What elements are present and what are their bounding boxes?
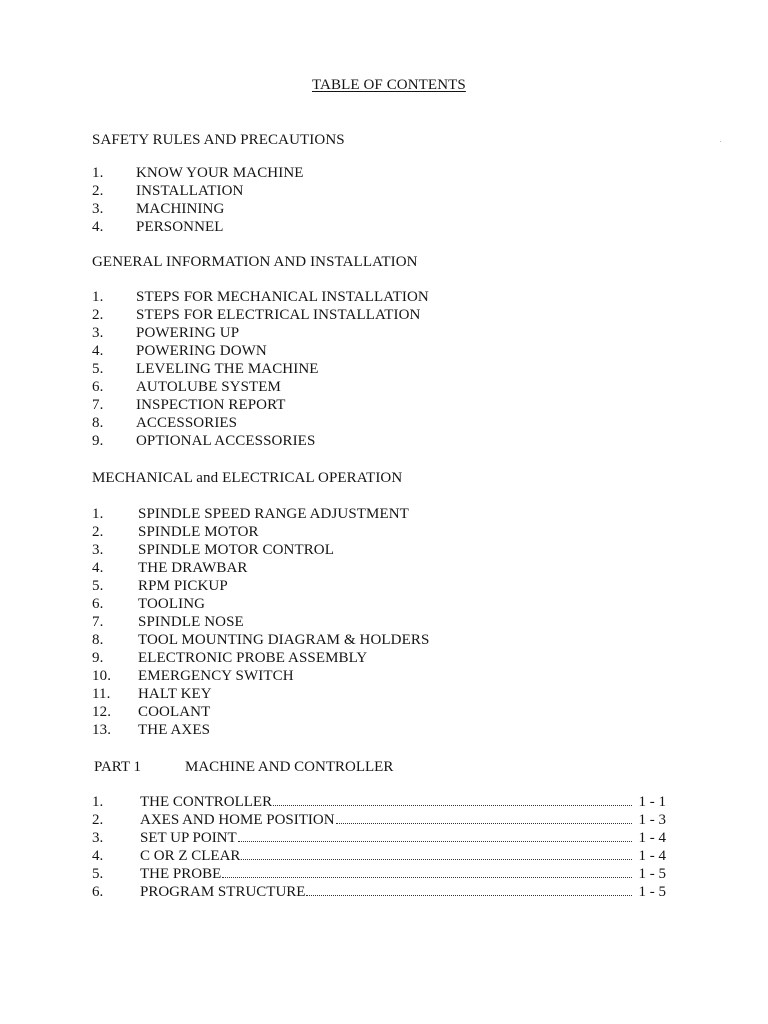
dot-leader (238, 829, 632, 842)
section-heading-part1 (94, 758, 393, 776)
list-item (92, 559, 429, 577)
item-label: KNOW YOUR MACHINE (136, 165, 304, 181)
item-label: SET UP POINT (140, 830, 237, 846)
item-number: 12. (92, 704, 112, 720)
item-label: PROGRAM STRUCTURE (140, 884, 306, 900)
list-item (92, 577, 429, 595)
item-label: PERSONNEL (136, 219, 224, 235)
dot-leader (336, 811, 632, 824)
mechanical-list (92, 505, 429, 739)
item-label: COOLANT (138, 704, 211, 720)
item-number: 3. (92, 325, 104, 341)
item-label: ACCESSORIES (136, 415, 238, 431)
item-number: 8. (92, 632, 104, 648)
item-number: 5. (92, 361, 104, 377)
item-number: 10. (92, 668, 112, 684)
item-label: STEPS FOR ELECTRICAL INSTALLATION (136, 307, 421, 323)
section-heading-mechanical: MECHANICAL and ELECTRICAL OPERATION (92, 470, 403, 486)
list-item (92, 649, 429, 667)
item-label: MACHINING (136, 201, 225, 217)
item-label: INSPECTION REPORT (136, 397, 286, 413)
item-number: 4. (92, 343, 104, 359)
item-number: 3. (92, 830, 104, 846)
list-item (92, 164, 304, 182)
item-number: 3. (92, 542, 104, 558)
item-number: 8. (92, 415, 104, 431)
item-label: LEVELING THE MACHINE (136, 361, 319, 377)
list-item (92, 378, 429, 396)
item-label: SPINDLE MOTOR CONTROL (138, 542, 335, 558)
item-label: SPINDLE MOTOR (138, 524, 259, 540)
page-number: 1 - 4 (638, 830, 666, 846)
list-item (92, 218, 304, 236)
item-number: 3. (92, 201, 104, 217)
item-label: THE CONTROLLER (140, 794, 273, 810)
list-item (92, 200, 304, 218)
list-item (92, 288, 429, 306)
item-label: AXES AND HOME POSITION (140, 812, 335, 828)
item-label: TOOL MOUNTING DIAGRAM & HOLDERS (138, 632, 430, 648)
item-number: 2. (92, 812, 104, 828)
item-number: 9. (92, 650, 104, 666)
item-number: 6. (92, 884, 104, 900)
item-label: THE PROBE (140, 866, 222, 882)
list-item (92, 342, 429, 360)
dot-leader (273, 793, 632, 806)
list-item (92, 182, 304, 200)
list-item (92, 667, 429, 685)
scan-speck (720, 141, 721, 142)
item-number: 11. (92, 686, 111, 702)
dot-leader (306, 883, 632, 896)
dot-leader (241, 847, 632, 860)
item-number: 2. (92, 183, 104, 199)
part1-toc-list (92, 793, 666, 901)
toc-entry (92, 829, 666, 847)
list-item (92, 324, 429, 342)
section-heading-safety: SAFETY RULES AND PRECAUTIONS (92, 132, 345, 148)
list-item (92, 523, 429, 541)
item-label: OPTIONAL ACCESSORIES (136, 433, 316, 449)
general-list (92, 288, 429, 450)
list-item (92, 631, 429, 649)
list-item (92, 414, 429, 432)
item-number: 1. (92, 289, 104, 305)
item-label: POWERING DOWN (136, 343, 267, 359)
item-label: EMERGENCY SWITCH (138, 668, 294, 684)
item-label: RPM PICKUP (138, 578, 228, 594)
item-number: 6. (92, 379, 104, 395)
safety-list (92, 164, 304, 236)
list-item (92, 505, 429, 523)
toc-entry (92, 883, 666, 901)
item-number: 9. (92, 433, 104, 449)
item-number: 5. (92, 578, 104, 594)
item-label: SPINDLE NOSE (138, 614, 244, 630)
list-item (92, 613, 429, 631)
item-number: 2. (92, 524, 104, 540)
item-label: THE AXES (138, 722, 211, 738)
item-number: 5. (92, 866, 104, 882)
item-number: 6. (92, 596, 104, 612)
item-label: SPINDLE SPEED RANGE ADJUSTMENT (138, 506, 409, 522)
item-number: 2. (92, 307, 104, 323)
item-number: 1. (92, 506, 104, 522)
toc-entry (92, 811, 666, 829)
part-label: PART 1 (94, 759, 142, 775)
item-number: 7. (92, 614, 104, 630)
list-item (92, 541, 429, 559)
item-label: INSTALLATION (136, 183, 244, 199)
toc-entry (92, 865, 666, 883)
document-title: TABLE OF CONTENTS (312, 77, 466, 93)
page-number: 1 - 5 (638, 866, 666, 882)
item-number: 1. (92, 794, 104, 810)
item-label: THE DRAWBAR (138, 560, 248, 576)
item-number: 1. (92, 165, 104, 181)
item-label: STEPS FOR MECHANICAL INSTALLATION (136, 289, 429, 305)
list-item (92, 396, 429, 414)
item-label: AUTOLUBE SYSTEM (136, 379, 281, 395)
item-label: TOOLING (138, 596, 206, 612)
list-item (92, 432, 429, 450)
page-number: 1 - 1 (638, 794, 666, 810)
list-item (92, 703, 429, 721)
toc-entry (92, 847, 666, 865)
item-label: C OR Z CLEAR (140, 848, 241, 864)
dot-leader (222, 865, 632, 878)
item-number: 4. (92, 560, 104, 576)
page-number: 1 - 3 (638, 812, 666, 828)
list-item (92, 306, 429, 324)
list-item (92, 360, 429, 378)
item-label: POWERING UP (136, 325, 240, 341)
section-heading-general: GENERAL INFORMATION AND INSTALLATION (92, 254, 418, 270)
toc-entry (92, 793, 666, 811)
page-number: 1 - 5 (638, 884, 666, 900)
list-item (92, 685, 429, 703)
item-number: 4. (92, 848, 104, 864)
item-number: 13. (92, 722, 112, 738)
part-title: MACHINE AND CONTROLLER (185, 759, 394, 775)
item-number: 4. (92, 219, 104, 235)
item-label: ELECTRONIC PROBE ASSEMBLY (138, 650, 368, 666)
item-label: HALT KEY (138, 686, 212, 702)
item-number: 7. (92, 397, 104, 413)
page-number: 1 - 4 (638, 848, 666, 864)
list-item (92, 721, 429, 739)
list-item (92, 595, 429, 613)
